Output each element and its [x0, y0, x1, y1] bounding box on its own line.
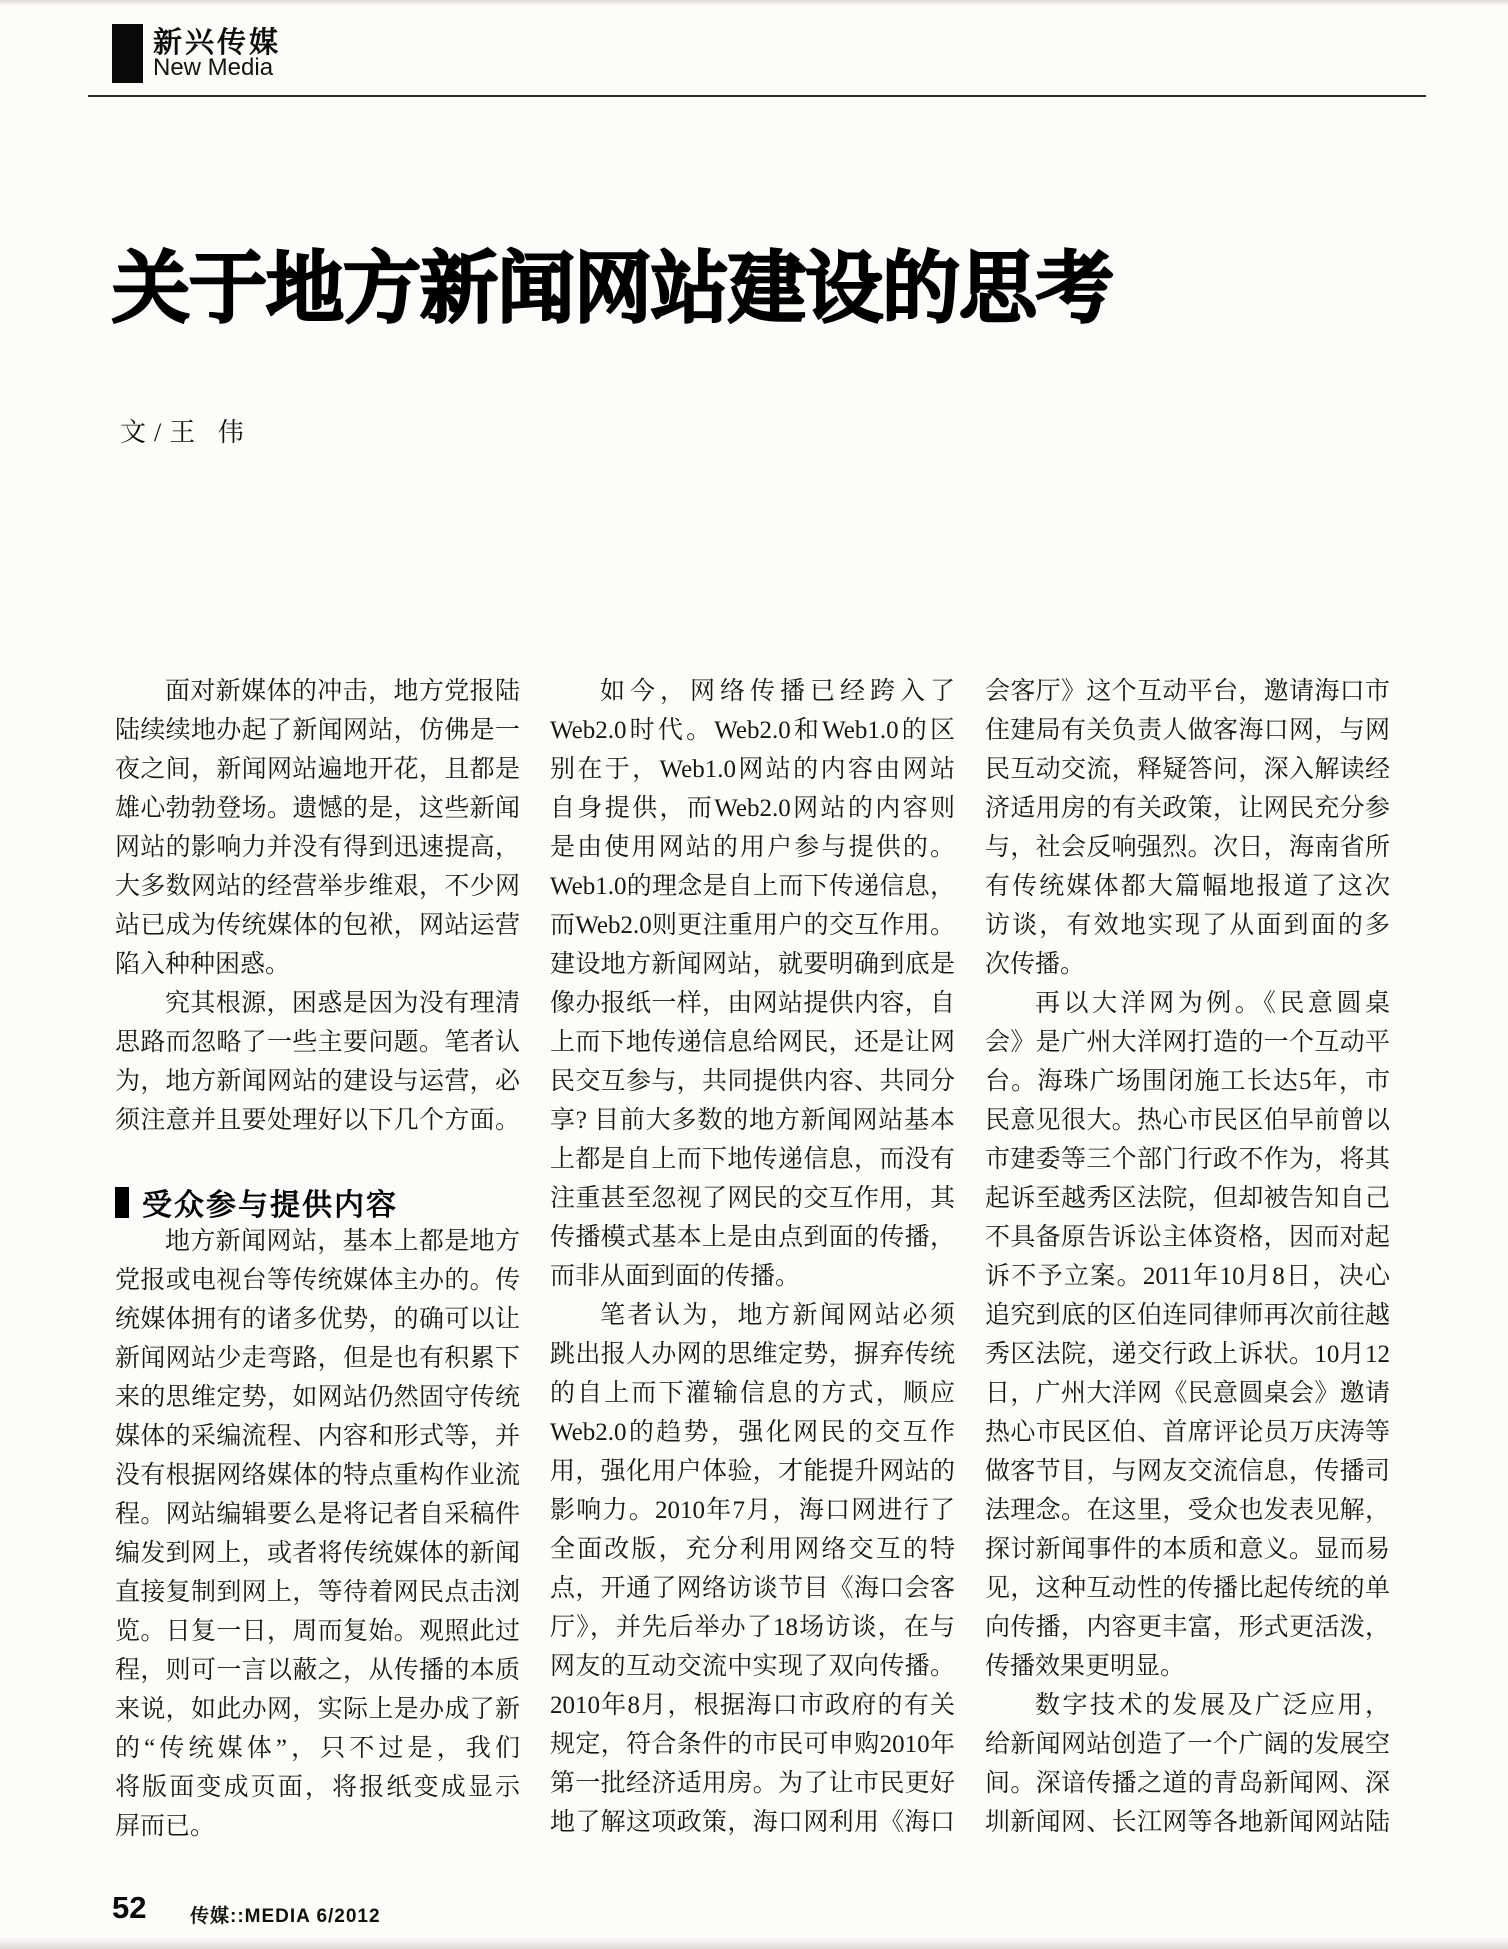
- text-line: 传播模式基本上是由点到面的传播，: [550, 1224, 955, 1251]
- text-line: 热心市民区伯、首席评论员万庆涛等: [985, 1419, 1390, 1446]
- text-line: 编发到网上，或者将传统媒体的新闻: [115, 1540, 520, 1567]
- text-line: 是由使用网站的用户参与提供的。: [550, 834, 955, 861]
- text-line: 民意见很大。热心市民区伯早前曾以: [985, 1107, 1390, 1134]
- paragraph: [550, 1296, 955, 1842]
- text-line: 站已成为传统媒体的包袱，网站运营: [115, 912, 520, 939]
- text-line: 来说，如此办网，实际上是办成了新: [115, 1696, 520, 1723]
- text-line: 见，这种互动性的传播比起传统的单: [985, 1575, 1390, 1602]
- text-line: 点，开通了网络访谈节目《海口会客: [550, 1575, 955, 1602]
- text-line: 程，则可一言以蔽之，从传播的本质: [115, 1657, 520, 1684]
- text-line: 究其根源，困惑是因为没有理清: [165, 990, 520, 1017]
- text-line: 追究到底的区伯连同律师再次前往越: [985, 1302, 1390, 1329]
- paragraph: [985, 672, 1390, 984]
- text-line: 面对新媒体的冲击，地方党报陆: [165, 678, 520, 705]
- text-line: 媒体的采编流程、内容和形式等，并: [115, 1423, 520, 1450]
- text-line: 统媒体拥有的诸多优势，的确可以让: [115, 1306, 520, 1333]
- paragraph: [115, 984, 520, 1140]
- text-line: 自身提供，而Web2.0网站的内容则: [550, 795, 955, 822]
- text-line: 网站的影响力并没有得到迅速提高，: [115, 834, 520, 861]
- text-line: 给新闻网站创造了一个广阔的发展空: [985, 1731, 1390, 1758]
- page-number: 52: [112, 1890, 147, 1925]
- paragraph: [985, 1686, 1390, 1842]
- text-line: 跳出报人办网的思维定势，摒弃传统: [550, 1341, 955, 1368]
- text-line: 没有根据网络媒体的特点重构作业流: [115, 1462, 520, 1489]
- article-title: 关于地方新闻网站建设的思考: [112, 244, 1114, 332]
- text-line: 上都是自上而下地传递信息，而没有: [550, 1146, 955, 1173]
- section-marker-block: [112, 24, 143, 83]
- text-line: 会客厅》这个互动平台，邀请海口市: [985, 678, 1390, 705]
- text-line: 再以大洋网为例。《民意圆桌: [1035, 990, 1390, 1017]
- text-line: 台。海珠广场围闭施工长达5年，市: [985, 1068, 1390, 1095]
- text-line: 探讨新闻事件的本质和意义。显而易: [985, 1536, 1390, 1563]
- text-line: 圳新闻网、长江网等各地新闻网站陆: [985, 1809, 1390, 1836]
- text-line: 夜之间，新闻网站遍地开花，且都是: [115, 756, 520, 783]
- text-line: 思路而忽略了一些主要问题。笔者认: [115, 1029, 520, 1056]
- text-line: 览。日复一日，周而复始。观照此过: [115, 1618, 520, 1645]
- text-line: 全面改版，充分利用网络交互的特: [550, 1536, 955, 1563]
- section-heading: [115, 1182, 520, 1222]
- text-line: 传播效果更明显。: [985, 1653, 1186, 1680]
- text-line: 笔者认为，地方新闻网站必须: [600, 1302, 955, 1329]
- text-line: Web1.0的理念是自上而下传递信息，: [550, 873, 955, 900]
- text-line: 数字技术的发展及广泛应用，: [1035, 1692, 1390, 1719]
- text-line: 将版面变成页面，将报纸变成显示: [115, 1774, 520, 1801]
- text-line: 注重甚至忽视了网民的交互作用，其: [550, 1185, 955, 1212]
- text-line: 建设地方新闻网站，就要明确到底是: [550, 951, 955, 978]
- text-line: 来的思维定势，如网站仍然固守传统: [115, 1384, 520, 1411]
- scan-edge-bottom: [0, 1937, 1508, 1949]
- text-line: 享? 目前大多数的地方新闻网站基本: [550, 1107, 955, 1134]
- text-line: 上而下地传递信息给网民，还是让网: [550, 1029, 955, 1056]
- text-line: 规定，符合条件的市民可申购2010年: [550, 1731, 955, 1758]
- text-line: 起诉至越秀区法院，但却被告知自己: [985, 1185, 1390, 1212]
- section-title-zh: 新兴传媒: [153, 27, 282, 59]
- text-line: 市建委等三个部门行政不作为，将其: [985, 1146, 1390, 1173]
- text-line: 地方新闻网站，基本上都是地方: [165, 1228, 520, 1255]
- text-line: 第一批经济适用房。为了让市民更好: [550, 1770, 955, 1797]
- article-byline: 文/王 伟: [120, 418, 252, 447]
- text-line: 新闻网站少走弯路，但是也有积累下: [115, 1345, 520, 1372]
- text-line: 须注意并且要处理好以下几个方面。: [115, 1107, 520, 1134]
- section-heading-text: 受众参与提供内容: [142, 1189, 398, 1222]
- text-line: 影响力。2010年7月，海口网进行了: [550, 1497, 955, 1524]
- text-line: 住建局有关负责人做客海口网，与网: [985, 717, 1390, 744]
- text-line: 民交互参与，共同提供内容、共同分: [550, 1068, 955, 1095]
- section-title-en: New Media: [153, 54, 274, 81]
- text-line: 程。网站编辑要么是将记者自采稿件: [115, 1501, 520, 1528]
- text-column-3: [985, 672, 1390, 1842]
- text-line: 屏而已。: [115, 1813, 216, 1840]
- text-line: 向传播，内容更丰富，形式更活泼，: [985, 1614, 1390, 1641]
- journal-issue-mark: 传媒::MEDIA 6/2012: [190, 1906, 381, 1927]
- text-line: 网友的互动交流中实现了双向传播。: [550, 1653, 955, 1680]
- text-line: 的“传统媒体”，只不过是，我们: [115, 1735, 520, 1762]
- text-line: 陆续续地办起了新闻网站，仿佛是一: [115, 717, 520, 744]
- text-line: 日，广州大洋网《民意圆桌会》邀请: [985, 1380, 1390, 1407]
- text-line: 不具备原告诉讼主体资格，因而对起: [985, 1224, 1390, 1251]
- text-line: 与，社会反响强烈。次日，海南省所: [985, 834, 1390, 861]
- text-line: 直接复制到网上，等待着网民点击浏: [115, 1579, 520, 1606]
- text-line: 别在于，Web1.0网站的内容由网站: [550, 756, 955, 783]
- text-line: 地了解这项政策，海口网利用《海口: [550, 1809, 955, 1836]
- text-line: 而非从面到面的传播。: [550, 1263, 801, 1290]
- text-line: 济适用房的有关政策，让网民充分参: [985, 795, 1390, 822]
- text-line: 为，地方新闻网站的建设与运营，必: [115, 1068, 520, 1095]
- text-line: 陷入种种困惑。: [115, 951, 291, 978]
- text-line: 法理念。在这里，受众也发表见解，: [985, 1497, 1390, 1524]
- text-line: 有传统媒体都大篇幅地报道了这次: [985, 873, 1390, 900]
- text-line: 用，强化用户体验，才能提升网站的: [550, 1458, 955, 1485]
- text-line: 间。深谙传播之道的青岛新闻网、深: [985, 1770, 1390, 1797]
- text-line: 诉不予立案。2011年10月8日，决心: [985, 1263, 1390, 1290]
- section-heading-bullet-icon: [115, 1187, 129, 1218]
- paragraph: [115, 1222, 520, 1846]
- paragraph: [115, 672, 520, 984]
- text-line: 党报或电视台等传统媒体主办的。传: [115, 1267, 520, 1294]
- text-line: 2010年8月，根据海口市政府的有关: [550, 1692, 955, 1719]
- text-line: 雄心勃勃登场。遗憾的是，这些新闻: [115, 795, 520, 822]
- text-line: 如今，网络传播已经跨入了: [600, 678, 955, 705]
- text-line: 大多数网站的经营举步维艰，不少网: [115, 873, 520, 900]
- text-line: 秀区法院，递交行政上诉状。10月12: [985, 1341, 1390, 1368]
- text-column-1: [115, 672, 520, 1846]
- paragraph: [550, 672, 955, 1296]
- text-line: Web2.0的趋势，强化网民的交互作: [550, 1419, 955, 1446]
- text-column-2: [550, 672, 955, 1842]
- text-line: 而Web2.0则更注重用户的交互作用。: [550, 912, 955, 939]
- text-line: Web2.0时代。Web2.0和Web1.0的区: [550, 717, 955, 744]
- text-line: 厅》，并先后举办了18场访谈，在与: [550, 1614, 955, 1641]
- text-line: 的自上而下灌输信息的方式，顺应: [550, 1380, 955, 1407]
- text-line: 像办报纸一样，由网站提供内容，自: [550, 990, 955, 1017]
- scan-edge-top: [0, 0, 1508, 6]
- text-line: 会》是广州大洋网打造的一个互动平: [985, 1029, 1390, 1056]
- paragraph: [985, 984, 1390, 1686]
- header-rule: [88, 95, 1426, 97]
- text-line: 次传播。: [985, 951, 1086, 978]
- text-line: 做客节目，与网友交流信息，传播司: [985, 1458, 1390, 1485]
- text-line: 访谈，有效地实现了从面到面的多: [985, 912, 1390, 939]
- text-line: 民互动交流，释疑答问，深入解读经: [985, 756, 1390, 783]
